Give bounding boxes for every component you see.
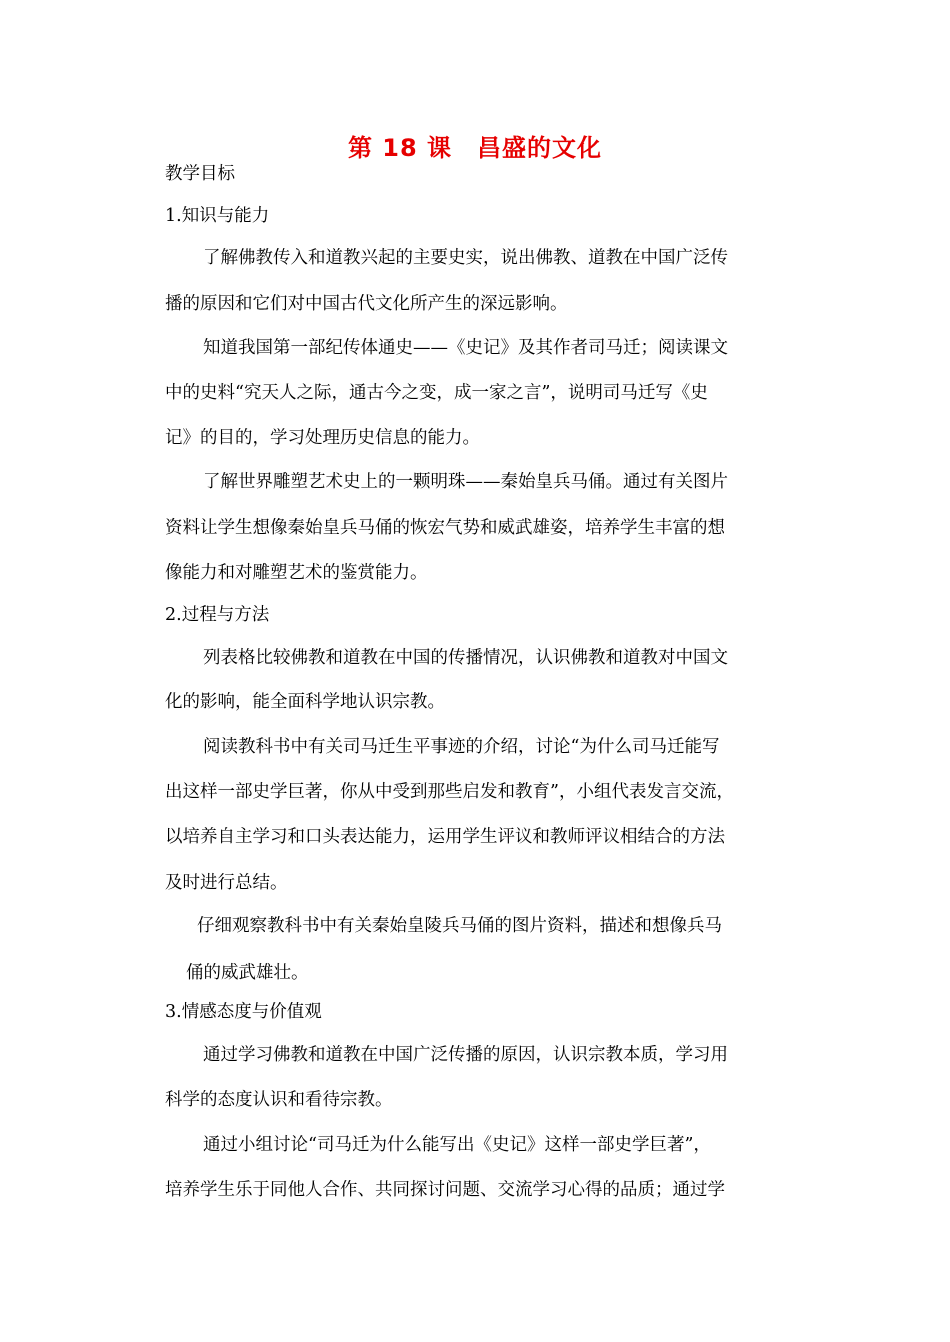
section-heading-process: 2.过程与方法 (165, 605, 270, 625)
section-heading-values: 3.情感态度与价值观 (165, 1002, 322, 1022)
paragraph-line: 阅读教科书中有关司马迁生平事迹的介绍，讨论“为什么司马迁能写 (203, 737, 720, 757)
paragraph-line: 资料让学生想像秦始皇兵马俑的恢宏气势和威武雄姿，培养学生丰富的想 (165, 518, 725, 538)
paragraph-line: 通过小组讨论“司马迁为什么能写出《史记》这样一部史学巨著”， (203, 1135, 711, 1155)
objectives-heading: 教学目标 (165, 164, 235, 184)
paragraph-line: 出这样一部史学巨著，你从中受到那些启发和教育”，小组代表发言交流， (165, 782, 734, 802)
paragraph-line: 科学的态度认识和看待宗教。 (165, 1090, 393, 1110)
paragraph-line: 记》的目的，学习处理历史信息的能力。 (165, 428, 480, 448)
paragraph-line: 中的史料“究天人之际，通古今之变，成一家之言”，说明司马迁写《史 (165, 383, 708, 403)
paragraph-line: 培养学生乐于同他人合作、共同探讨问题、交流学习心得的品质；通过学 (165, 1180, 725, 1200)
paragraph-line: 及时进行总结。 (165, 873, 288, 893)
paragraph-line: 仔细观察教科书中有关秦始皇陵兵马俑的图片资料，描述和想像兵马 (197, 916, 722, 936)
paragraph-line: 了解佛教传入和道教兴起的主要史实，说出佛教、道教在中国广泛传 (203, 248, 728, 268)
paragraph-line: 像能力和对雕塑艺术的鉴赏能力。 (165, 563, 428, 583)
paragraph-line: 通过学习佛教和道教在中国广泛传播的原因，认识宗教本质，学习用 (203, 1045, 728, 1065)
paragraph-line: 列表格比较佛教和道教在中国的传播情况，认识佛教和道教对中国文 (203, 648, 728, 668)
paragraph-line: 以培养自主学习和口头表达能力，运用学生评议和教师评议相结合的方法 (165, 827, 725, 847)
section-heading-knowledge: 1.知识与能力 (165, 206, 270, 226)
paragraph-line: 化的影响，能全面科学地认识宗教。 (165, 692, 445, 712)
paragraph-line: 了解世界雕塑艺术史上的一颗明珠——秦始皇兵马俑。通过有关图片 (203, 472, 728, 492)
paragraph-line: 知道我国第一部纪传体通史——《史记》及其作者司马迁；阅读课文 (203, 338, 728, 358)
paragraph-line: 播的原因和它们对中国古代文化所产生的深远影响。 (165, 294, 568, 314)
lesson-title: 第 18 课 昌盛的文化 (347, 134, 603, 162)
paragraph-line: 俑的威武雄壮。 (186, 963, 309, 983)
